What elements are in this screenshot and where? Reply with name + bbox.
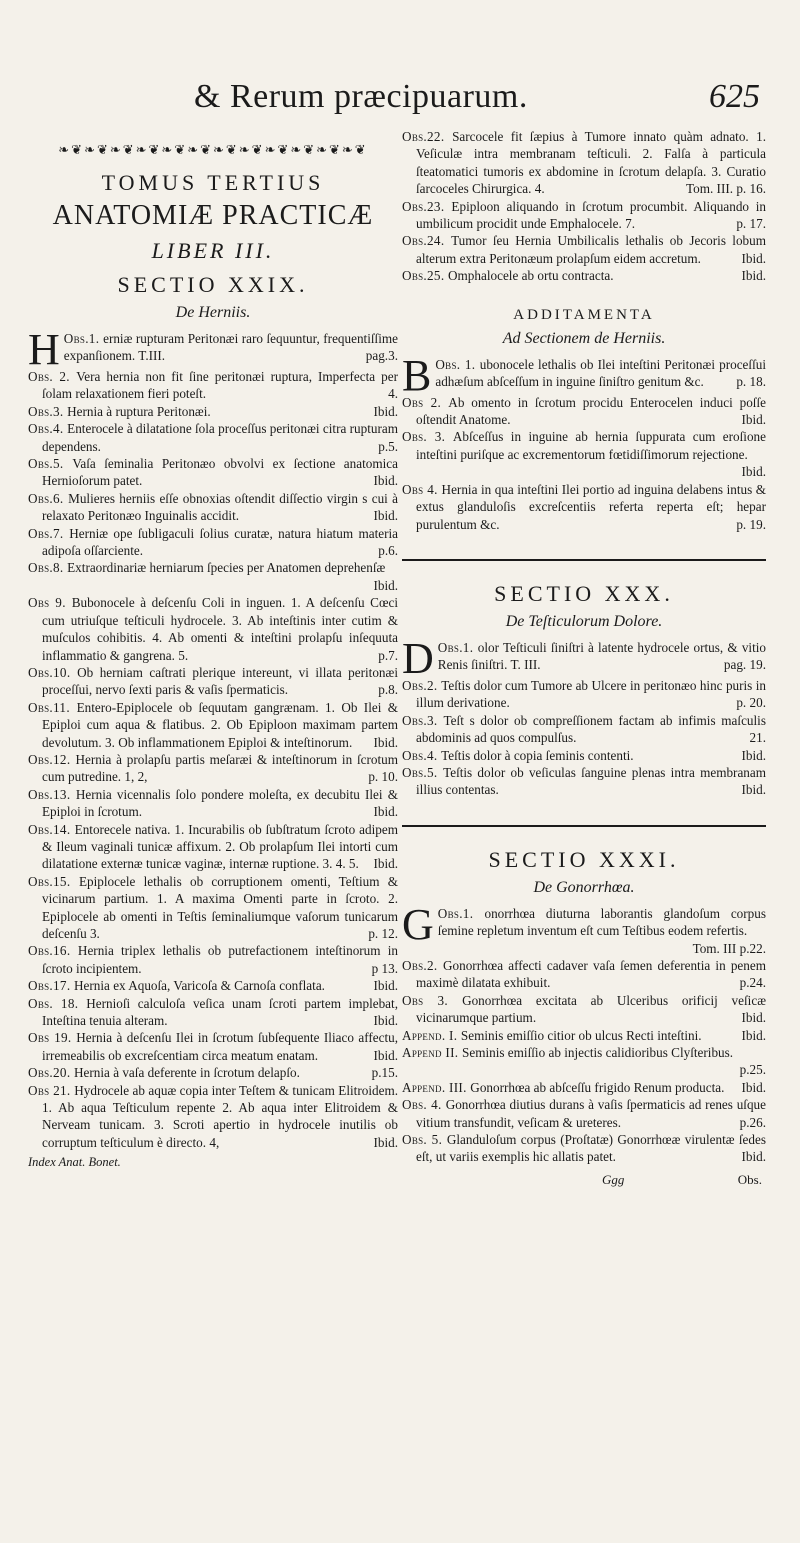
index-entry — [28, 455, 398, 490]
running-head — [150, 78, 770, 122]
entry-page-ref: 21. — [749, 730, 766, 746]
entry-label: Obs 4. — [402, 481, 442, 497]
entry-page-ref: Ibid. — [373, 403, 398, 419]
entry-page-ref: p.7. — [378, 647, 398, 663]
entry-label: Obs.20. — [28, 1065, 75, 1081]
entry-label: Obs.1. — [437, 639, 478, 655]
entry-label: Obs. 4. — [402, 1097, 446, 1113]
index-entry — [28, 1029, 398, 1064]
running-title: & Rerum præcipuarum. — [194, 78, 528, 115]
entry-page-ref: Ibid. — [741, 782, 766, 798]
entry-page-ref: Ibid. — [741, 1010, 766, 1026]
entry-text: Hernia à vaſa deferente in ſcrotum delapſo. — [74, 1065, 300, 1081]
entry-page-ref: pag.3. — [365, 348, 398, 364]
entry-page-ref: Ibid. — [373, 1134, 398, 1150]
index-entry — [402, 1044, 766, 1079]
entry-page-ref: p.6. — [378, 543, 398, 559]
entry-label: Obs.6. — [28, 490, 69, 506]
entry-page-ref: Ibid. — [373, 978, 398, 994]
entry-label: Obs.25. — [402, 268, 449, 284]
index-entry — [28, 490, 398, 525]
entry-page-ref: Ibid. — [741, 1027, 766, 1043]
entry-text: Omphalocele ab ortu contracta. — [448, 268, 614, 284]
index-entry — [402, 198, 766, 233]
entry-text: Teſtis dolor cum Tumore ab Ulcere in peritonæo hinc puris in illum derivatione. — [416, 677, 766, 711]
index-entry — [402, 764, 766, 799]
sectio-29-subtitle: De Herniis. — [175, 304, 251, 321]
index-entry — [402, 1096, 766, 1131]
entry-page-ref: Ibid. — [373, 1047, 398, 1063]
entry-page-ref: Ibid. — [741, 1079, 766, 1095]
index-entry — [402, 992, 766, 1027]
index-entry — [28, 873, 398, 943]
index-entry — [402, 481, 766, 533]
index-entry — [402, 350, 766, 400]
entry-page-ref: p.25. — [739, 1062, 766, 1078]
entry-label: Obs.2. — [402, 677, 442, 693]
entry-label: Obs.5. — [28, 456, 73, 472]
entry-label: Obs 3. — [402, 992, 463, 1008]
entry-page-ref: p.15. — [371, 1065, 398, 1081]
entry-label: Obs.24. — [402, 233, 452, 249]
catch-line — [402, 1172, 766, 1190]
entry-label: Obs.2. — [402, 957, 443, 973]
index-entry — [402, 677, 766, 712]
right-entry-list-top — [402, 128, 766, 285]
entry-text: Gonorrhœa affecti cadaver vaſa ſemen deferentia in penem maximè dilatata exhibuit. — [416, 957, 766, 991]
index-entry — [402, 394, 766, 429]
entry-page-ref: p.5. — [378, 438, 398, 454]
entry-label: Append. III. — [402, 1079, 471, 1095]
entry-text: Abſceſſus in inguine ab hernia ſuppurata cum eroſione inteſtini puriſque ac excrementorum fœtidiſſimorum rejectione. — [416, 429, 767, 462]
entry-text: Hernia ex Aquoſa, Varicoſa & Carnoſa conflata. — [74, 978, 325, 994]
drop-capital: B — [402, 350, 432, 400]
entry-text: Bubonocele à deſcenſu Coli in inguen. 1. A deſcenſu Cœci cum utriuſque teſticuli hydrocele. 3. Ab inteſtinis inter cutim & muſculos cohibitis. 4. Ab omenti & inteſtini prolapſu inſequuta inflammatio & gangrena. 5. — [42, 595, 399, 663]
index-entry — [28, 559, 398, 594]
index-entry — [28, 525, 398, 560]
entry-page-ref: Ibid. — [373, 577, 398, 593]
entry-text: Hernioſi calculoſa veſica unam ſcroti partem implebat, Inteſtina tenuia alteram. — [42, 995, 398, 1029]
entry-text: Hernia à prolapſu partis meſaræi & inteſtinorum in ſcrotum cum putredine. 1, 2, — [42, 751, 398, 785]
index-entry — [402, 267, 766, 284]
anatomia-heading: ANATOMIÆ PRACTICÆ — [52, 200, 374, 231]
entry-label: Obs.8. — [28, 560, 68, 576]
entry-text: Epiplocele lethalis ob corruptionem omenti, Teſtium & vicinarum partium. 1. A maxima Omenti parte in ſcroto. 2. Epiplocele ab omenti in Teſtis ſeminaliumque vaſorum tunicarum deſcenſu 3. — [42, 873, 399, 941]
entry-page-ref: pag. 19. — [723, 657, 766, 673]
entry-text: Herniæ ope ſubligaculi ſolius curatæ, natura hiatum materia adipoſa oſſarciente. — [42, 525, 398, 559]
entry-page-ref: Ibid. — [373, 508, 398, 524]
entry-text: Ob herniam caſtrati plerique intereunt, vi illata peritonæi proceſſui, nervo ſexti paris & vaſis ſpermaticis. — [42, 664, 398, 698]
entry-text: Enterocele à dilatatione ſola proceſſus peritonæi citra rupturam dependens. — [42, 421, 398, 454]
right-column — [402, 128, 766, 1190]
entry-label: Obs.23. — [402, 198, 452, 214]
entry-text: Ab omento in ſcrotum procidu Enterocelen induci poſſe oſtendit Anatome. — [416, 394, 766, 428]
catchword: Obs. — [737, 1171, 762, 1187]
entry-page-ref: Ibid. — [741, 464, 766, 480]
entry-label: Append II. — [402, 1045, 463, 1060]
index-entry — [402, 633, 766, 683]
sectio-30-heading: SECTIO XXX. — [494, 580, 674, 606]
ornament-band: ❧❦❧❦❧❦❧❦❧❦❧❦❧❦❧❦❧❦❧❦❧❦❧❦ — [58, 142, 368, 157]
entry-label: Obs.17. — [28, 978, 75, 994]
additamenta-subtitle: Ad Sectionem de Herniis. — [502, 329, 666, 347]
entry-page-ref: Ibid. — [741, 268, 766, 284]
entry-label: Obs.10. — [28, 664, 78, 680]
entry-page-ref: p. 18. — [736, 374, 766, 390]
entry-text: Hernia vicennalis ſolo pondere moleſta, ex decubitu Ilei & Epiploi in ſcrotum. — [42, 786, 398, 820]
entry-page-ref: Ibid. — [373, 804, 398, 820]
index-entry — [402, 747, 766, 764]
entry-label: Obs. 18. — [28, 995, 87, 1011]
index-entry — [28, 942, 398, 977]
additamenta-entry-list — [402, 350, 767, 533]
section-rule — [402, 559, 766, 561]
sectio-30-entry-list — [402, 633, 766, 799]
entry-text: Hydrocele ab aquæ copia inter Teſtem & tunicam Elitroidem. 1. Ab aqua Teſticulum repente 2. Ab aqua inter Elitroidem & Nerveam tunicam. 3. Scroti apertio in hydrocele inutilis ob corruptum teſticulum è directo. 4, — [42, 1082, 398, 1150]
entry-label: Obs.16. — [28, 943, 78, 959]
drop-capital: H — [28, 325, 60, 374]
entry-text: olor Teſticuli ſiniſtri à latente hydrocele ortus, & vitio Renis ſiniſtri. T. III. — [437, 639, 766, 673]
entry-label: Obs. 1. — [435, 356, 480, 372]
entry-text: Seminis emiſſio ab injectis calidioribus Clyſteribus. — [462, 1045, 734, 1060]
entry-text: Hernia in qua inteſtini Ilei portio ad inguina delabens intus & extus glanduloſis excreſcentiis referta reperta eſt; hepar purulentum &c. — [416, 481, 766, 532]
entry-page-ref: Tom. III. p. 16. — [685, 181, 766, 197]
index-entry — [402, 1079, 766, 1096]
index-entry — [28, 403, 398, 420]
entry-page-ref: p. 10. — [368, 769, 398, 785]
entry-page-ref: p 13. — [371, 960, 398, 976]
index-entry — [28, 821, 398, 873]
entry-label: Obs.1. — [437, 905, 485, 921]
entry-text: Extraordinariæ herniarum ſpecies per Anatomen deprehenſæ — [67, 560, 386, 576]
index-entry — [402, 899, 766, 957]
drop-capital: G — [402, 899, 434, 949]
entry-text: Hernia à ruptura Peritonæi. — [67, 403, 211, 419]
entry-label: Obs. 2. — [28, 369, 77, 384]
entry-text: Entorecele nativa. 1. Incurabilis ob ſubſtratum ſcroto adipem & Ileum vaginali tunicæ affixum. 2. Ob prolapſum Ilei intorti cum dilatatione externæ tunicæ vaginæ, internæ ruptione. 3. 4. 5. — [42, 821, 398, 872]
index-entry — [28, 368, 398, 403]
entry-label: Obs.12. — [28, 751, 76, 767]
entry-page-ref: Ibid. — [373, 856, 398, 872]
entry-label: Obs. 5. — [402, 1132, 447, 1148]
sectio-31-subtitle: De Gonorrhœa. — [533, 878, 635, 896]
entry-text: Vera hernia non fit ſine peritonæi ruptura, Imperfecta per ſolam relaxationem fieri poteſt. — [42, 369, 398, 402]
entry-text: Tumor ſeu Hernia Umbilicalis lethalis ob Jecoris lobum alterum extra Peritonæum prolapſum eidem accretum. — [416, 233, 766, 266]
entry-label: Obs. 3. — [402, 429, 453, 445]
entry-page-ref: Ibid. — [373, 1013, 398, 1029]
entry-text: Vaſa ſeminalia Peritonæo obvolvi ex ſectione anatomica Hernioſorum patet. — [42, 456, 398, 489]
entry-page-ref: Tom. III p.22. — [692, 940, 766, 956]
entry-page-ref: Ibid. — [741, 250, 766, 266]
entry-label: Obs 9. — [28, 595, 72, 611]
entry-text: Teſtis dolor ob veſiculas ſanguine plenas intra membranam illius contentas. — [416, 764, 766, 798]
entry-page-ref: 4. — [388, 386, 398, 402]
signature-mark: Ggg — [602, 1171, 625, 1187]
index-entry — [28, 594, 398, 664]
sectio-29-heading: SECTIO XXIX. — [117, 272, 309, 297]
sectio-30-subtitle: De Teſticulorum Dolore. — [505, 612, 663, 630]
entry-page-ref: p. 12. — [368, 926, 398, 941]
entry-label: Obs.3. — [402, 712, 444, 728]
entry-label: Obs.4. — [28, 421, 68, 437]
footer-index-note: Index Anat. Bonet. — [28, 1155, 121, 1170]
entry-page-ref: Ibid. — [741, 412, 766, 428]
entry-page-ref: p. 20. — [736, 695, 766, 711]
entry-label: Obs.15. — [28, 873, 79, 889]
entry-label: Obs.5. — [402, 764, 444, 780]
entry-text: Mulieres herniis eſſe obnoxias oſtendit diſſectio virgin s cui à relaxato Peritonæo Inguinalis accidit. — [42, 490, 398, 524]
entry-label: Append. I. — [402, 1027, 461, 1043]
index-entry — [28, 664, 398, 699]
entry-label: Obs.1. — [63, 331, 104, 346]
index-entry — [28, 420, 398, 455]
entry-text: Epiploon aliquando in ſcrotum procumbit. Aliquando in umbilicum procidit unde Emphalocele. 7. — [416, 198, 766, 232]
entry-text: ubonocele lethalis ob Ilei inteſtini Peritonæi proceſſui adhæſum abſceſſum in inguine ſiniſtro genitum &c. — [435, 356, 766, 390]
entry-label: Obs 21. — [28, 1082, 75, 1098]
entry-text: Entero-Epiplocele ob ſequutam gangrænam. 1. Ob Ilei & Epiploi cum aqua & flatibus. 2. Ob Epiploon maximam partem devolutum. 3. Ob inflammationem Epiploi & inteſtinorum. — [42, 699, 398, 750]
tomus-heading: TOMUS TERTIUS — [101, 170, 325, 195]
index-entry — [28, 786, 398, 821]
index-entry — [28, 995, 398, 1030]
sectio-31-heading: SECTIO XXXI. — [488, 846, 680, 872]
index-entry — [28, 699, 398, 751]
left-column — [28, 128, 398, 1170]
index-entry — [28, 1082, 398, 1152]
index-entry — [28, 325, 398, 374]
entry-label: Obs.14. — [28, 821, 75, 837]
entry-text: Glanduloſum corpus (Proſtatæ) Gonorrhœæ virulentæ ſedes eſt, ut variis exemplis hic allatis patet. — [416, 1132, 766, 1165]
entry-label: Obs.13. — [28, 786, 76, 802]
index-entry — [28, 751, 398, 786]
entry-page-ref: p.24. — [739, 975, 766, 991]
entry-page-ref: Ibid. — [741, 747, 766, 763]
index-entry — [402, 957, 766, 992]
entry-text: Gonorrhœa diutius durans à vaſis ſpermaticis ad renes uſque vitium transfundit, veſicam & ureteres. — [416, 1097, 766, 1130]
entry-page-ref: p.8. — [378, 682, 398, 698]
entry-page-ref: Ibid. — [373, 473, 398, 489]
section-rule — [402, 825, 766, 827]
index-entry — [402, 128, 766, 198]
entry-page-ref: Ibid. — [373, 734, 398, 750]
entry-text: Teſt s dolor ob compreſſionem factam ab infimis maſculis abdominis ad quos compulſus. — [416, 712, 766, 746]
entry-text: Hernia triplex lethalis ob putrefactionem inteſtinorum in ſcroto incipientem. — [42, 943, 398, 976]
index-entry — [402, 1027, 766, 1044]
left-entry-list — [28, 325, 399, 1151]
entry-text: Gonorrhœa excitata ab Ulceribus orificij veſicæ vicinarumque partium. — [416, 992, 766, 1026]
entry-page-ref: p.26. — [739, 1114, 766, 1130]
entry-text: Teſtis dolor à copia ſeminis contenti. — [441, 747, 634, 763]
entry-text: Sarcocele fit ſæpius à Tumore innato quàm adnato. 1. Veſiculæ intra membranam teſticuli. 2. Falſa à particula ſteatomatici tumoris ex abdomine in ſcrotum delapſa. 3. Curatio ſarcoceles Chirurgica. 4. — [416, 129, 766, 197]
index-entry — [28, 1064, 398, 1081]
entry-text: onorrhœa diuturna laborantis glandoſum corpus ſemine repletum inventum eſt cum Teſtibus eodem refertis. — [437, 905, 766, 939]
additamenta-heading: ADDITAMENTA — [513, 306, 655, 323]
index-entry — [402, 1131, 766, 1166]
index-entry — [402, 712, 766, 747]
index-entry — [402, 232, 766, 267]
entry-label: Obs.22. — [402, 129, 453, 144]
liber-heading: LIBER III. — [151, 238, 275, 263]
entry-label: Obs.3. — [28, 403, 68, 419]
entry-page-ref: p. 19. — [736, 516, 766, 532]
entry-text: Gonorrhœa ab abſceſſu frigido Renum producta. — [470, 1079, 725, 1095]
entry-label: Obs.7. — [28, 525, 70, 541]
entry-text: Seminis emiſſio citior ob ulcus Recti inteſtini. — [460, 1027, 702, 1043]
entry-label: Obs 19. — [28, 1030, 77, 1046]
sectio-31-entry-list — [402, 899, 766, 1166]
entry-text: erniæ rupturam Peritonæi raro ſequuntur, frequentiſſime expanſionem. T.III. — [63, 331, 398, 364]
entry-text: Hernia à deſcenſu Ilei in ſcrotum ſubſequente Iliaco affectu, irremeabilis ob excreſcentiam circa meatum enatam. — [42, 1030, 398, 1063]
entry-page-ref: Ibid. — [741, 1149, 766, 1165]
index-entry — [402, 428, 766, 480]
entry-label: Obs.4. — [402, 747, 442, 763]
entry-label: Obs 2. — [402, 394, 449, 410]
entry-label: Obs.11. — [28, 699, 77, 715]
page-number: 625 — [709, 78, 760, 115]
entry-page-ref: p. 17. — [736, 216, 766, 232]
drop-capital: D — [402, 633, 434, 683]
index-entry — [28, 977, 398, 994]
